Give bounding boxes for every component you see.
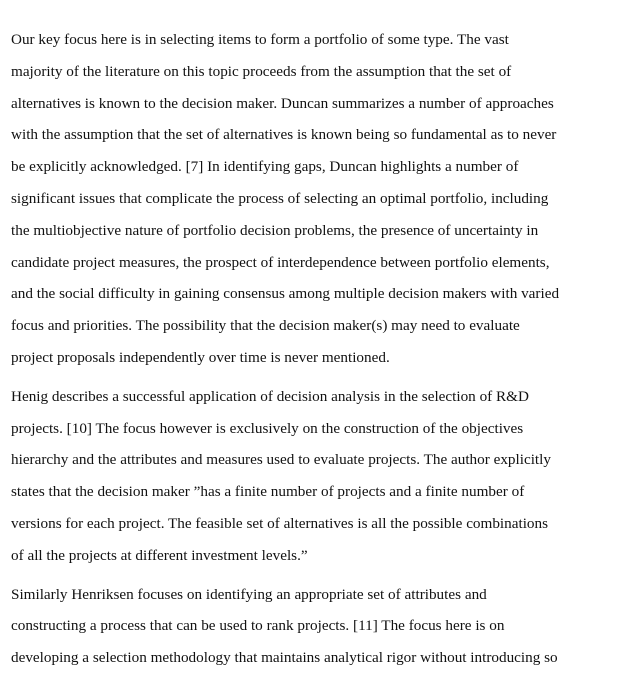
text-line: of all the projects at different investment levels.” [11,546,308,564]
text-line: the multiobjective nature of portfolio decision problems, the presence of uncertainty in [11,221,539,239]
text-line: majority of the literature on this topic proceeds from the assumption that the set of [11,62,512,80]
text-line: Henig describes a successful application of decision analysis in the selection of R&D [11,387,529,405]
text-line: versions for each project. The feasible set of alternatives is all the possible combinations [11,514,549,532]
text-line: hierarchy and the attributes and measures used to evaluate projects. The author explicitly [11,451,551,469]
text-line: candidate project measures, the prospect of interdependence between portfolio elements, [11,253,550,271]
text-line: focus and priorities. The possibility that the decision maker(s) may need to evaluate [11,317,520,335]
document-body [11,24,611,681]
text-line: project proposals independently over time is never mentioned. [11,348,390,366]
text-line: be explicitly acknowledged. [7] In identifying gaps, Duncan highlights a number of [11,158,519,176]
paragraph-henriksen [11,579,611,674]
text-line: with the assumption that the set of alternatives is known being so fundamental as to never [11,126,557,144]
text-line: projects. [10] The focus however is exclusively on the construction of the objectives [11,419,524,437]
text-line: states that the decision maker ”has a finite number of projects and a finite number of [11,483,525,501]
text-line: and the social difficulty in gaining consensus among multiple decision makers with varied [11,285,560,303]
paragraph-henig [11,381,611,572]
text-line: alternatives is known to the decision maker. Duncan summarizes a number of approaches [11,94,554,112]
text-line: constructing a process that can be used to rank projects. [11] The focus here is on [11,617,505,635]
text-line: significant issues that complicate the process of selecting an optimal portfolio, including [11,189,549,207]
paragraph-portfolio-literature [11,24,611,374]
text-line: Our key focus here is in selecting items to form a portfolio of some type. The vast [11,31,509,48]
text-line: Similarly Henriksen focuses on identifying an appropriate set of attributes and [11,585,487,603]
text-line: developing a selection methodology that maintains analytical rigor without introducing so [11,649,558,667]
